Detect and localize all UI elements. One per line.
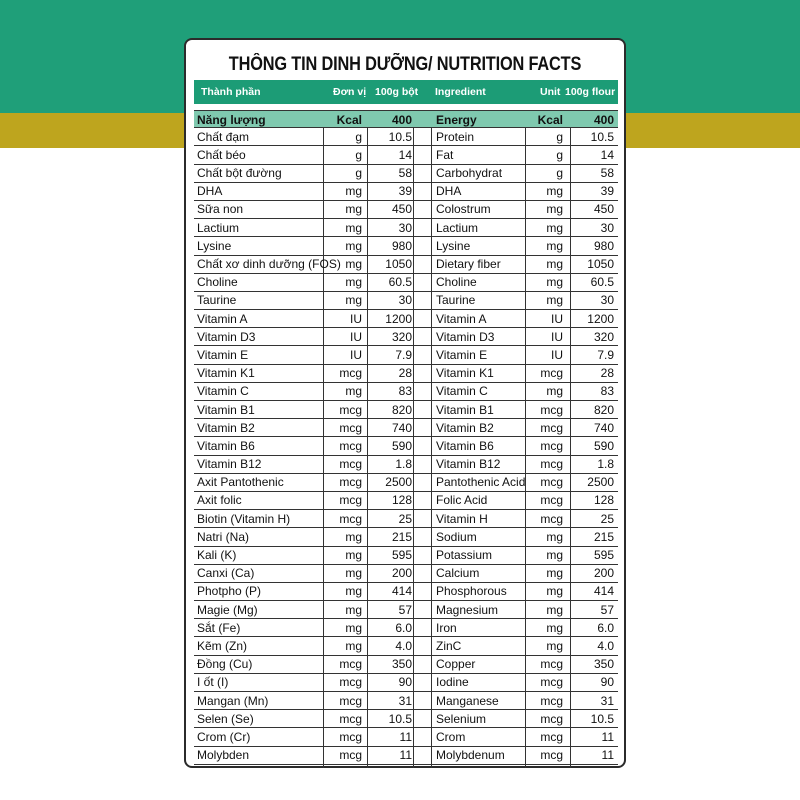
table-row xyxy=(194,383,618,401)
unit-en: mg xyxy=(546,275,563,290)
unit-en: mcg xyxy=(540,438,563,453)
value-vn: 58 xyxy=(398,166,412,181)
unit-en: mcg xyxy=(540,420,563,435)
value-en: 31 xyxy=(600,693,614,708)
value-vn: 25 xyxy=(398,511,412,526)
table-row xyxy=(194,110,618,128)
value-en: 10.5 xyxy=(590,711,614,726)
value-en: 25 xyxy=(600,511,614,526)
unit-en: mcg xyxy=(540,675,563,690)
unit-vn: mcg xyxy=(339,438,362,453)
ingredient-vn: Crom (Cr) xyxy=(197,729,251,744)
value-en: 350 xyxy=(593,657,614,672)
table-row xyxy=(194,237,618,255)
ingredient-en: Manganese xyxy=(436,693,499,708)
value-vn: 1.8 xyxy=(395,457,412,472)
ingredient-en: Dietary fiber xyxy=(436,257,501,271)
value-vn: 980 xyxy=(391,238,412,253)
unit-vn: mg xyxy=(345,184,362,199)
value-vn: 1200 xyxy=(385,311,412,326)
unit-vn: mcg xyxy=(339,366,362,381)
ingredient-en: Lysine xyxy=(436,238,471,253)
ingredient-en: Molybdenum xyxy=(436,748,505,763)
ingredient-vn: Vitamin B1 xyxy=(197,402,255,417)
unit-vn: mg xyxy=(345,293,362,308)
table-row xyxy=(194,128,618,146)
value-vn: 128 xyxy=(391,493,412,508)
value-vn: 57 xyxy=(398,602,412,617)
value-en: 1200 xyxy=(587,311,614,326)
unit-vn: mg xyxy=(345,257,362,271)
ingredient-en: Potassium xyxy=(436,548,493,562)
table-row xyxy=(194,510,618,528)
table-row xyxy=(194,565,618,583)
value-en: 30 xyxy=(600,220,614,235)
value-en: 11 xyxy=(601,729,614,744)
unit-en: g xyxy=(556,129,563,144)
ingredient-en: Magnesium xyxy=(436,602,499,617)
value-en: 90 xyxy=(600,675,614,690)
table-row xyxy=(194,528,618,546)
table-row xyxy=(194,547,618,565)
ingredient-vn: Chất xơ dinh dưỡng (FOS) xyxy=(197,257,341,271)
table-row xyxy=(194,583,618,601)
table-row xyxy=(194,492,618,510)
table-row xyxy=(194,601,618,619)
unit-en: g xyxy=(556,166,563,181)
value-vn: 60.5 xyxy=(388,275,412,290)
ingredient-vn: Natri (Na) xyxy=(197,529,250,544)
value-vn: 2500 xyxy=(385,475,412,490)
value-vn: 4.0 xyxy=(395,638,412,653)
table-header xyxy=(194,80,618,104)
ingredient-vn: Choline xyxy=(197,275,238,290)
ingredient-en: Vitamin A xyxy=(436,311,487,326)
table-row xyxy=(194,310,618,328)
unit-vn: IU xyxy=(350,329,362,344)
value-vn: 820 xyxy=(391,402,412,417)
ingredient-en: Vitamin H xyxy=(436,511,488,526)
value-en: 7.9 xyxy=(597,347,614,362)
unit-vn: mg xyxy=(345,584,362,599)
ingredient-vn: Axit folic xyxy=(197,493,242,508)
value-vn: 83 xyxy=(398,384,412,399)
unit-vn: mcg xyxy=(339,657,362,672)
unit-en: mg xyxy=(546,257,563,271)
ingredient-vn: Vitamin E xyxy=(197,347,249,362)
unit-vn: mg xyxy=(345,566,362,581)
unit-vn: mcg xyxy=(339,402,362,417)
unit-en: mcg xyxy=(540,711,563,726)
unit-vn: IU xyxy=(350,311,362,326)
table-row xyxy=(194,183,618,201)
ingredient-vn: Chất béo xyxy=(197,147,246,162)
ingredient-vn: Kẽm (Zn) xyxy=(197,638,248,653)
value-en: 595 xyxy=(593,548,614,562)
table-row xyxy=(194,656,618,674)
ingredient-vn: Axit Pantothenic xyxy=(197,475,284,490)
table-row xyxy=(194,346,618,364)
table-row xyxy=(194,474,618,492)
unit-vn: mg xyxy=(345,275,362,290)
header-unit-vn: Đơn vị xyxy=(333,86,367,98)
ingredient-en: Calcium xyxy=(436,566,480,581)
header-value-en: 100g flour xyxy=(565,86,616,98)
unit-vn: Kcal xyxy=(336,112,362,127)
value-vn: 450 xyxy=(391,202,412,217)
unit-vn: mg xyxy=(345,548,362,562)
unit-en: mcg xyxy=(540,402,563,417)
ingredient-vn: DHA xyxy=(197,184,223,199)
unit-en: mcg xyxy=(540,748,563,763)
ingredient-vn: Lactium xyxy=(197,220,240,235)
value-en: 320 xyxy=(593,329,614,344)
unit-vn: mg xyxy=(345,238,362,253)
header-ingredient-vn: Thành phần xyxy=(201,86,261,98)
ingredient-vn: Vitamin K1 xyxy=(197,366,255,381)
unit-vn: mcg xyxy=(339,475,362,490)
unit-en: IU xyxy=(551,329,563,344)
ingredient-vn: Vitamin B12 xyxy=(197,457,262,472)
ingredient-en: Iron xyxy=(436,620,457,635)
table-row xyxy=(194,674,618,692)
unit-en: mcg xyxy=(540,657,563,672)
unit-en: mcg xyxy=(540,366,563,381)
value-vn: 1050 xyxy=(385,257,412,271)
ingredient-en: Lactium xyxy=(436,220,479,235)
table-row xyxy=(194,165,618,183)
unit-en: Kcal xyxy=(537,112,563,127)
ingredient-vn: Canxi (Ca) xyxy=(197,566,255,581)
unit-en: mcg xyxy=(540,729,563,744)
ingredient-en: Fat xyxy=(436,147,454,162)
value-vn: 215 xyxy=(391,529,412,544)
table-row xyxy=(194,365,618,383)
value-en: 200 xyxy=(593,566,614,581)
unit-en: mg xyxy=(546,293,563,308)
ingredient-vn: Photpho (P) xyxy=(197,584,262,599)
unit-en: mg xyxy=(546,620,563,635)
unit-vn: g xyxy=(355,147,362,162)
table-row xyxy=(194,419,618,437)
value-en: 83 xyxy=(600,384,614,399)
ingredient-en: ZinC xyxy=(436,638,462,653)
unit-en: mcg xyxy=(540,511,563,526)
table-row xyxy=(194,256,618,274)
unit-en: mg xyxy=(546,584,563,599)
value-vn: 11 xyxy=(399,748,412,763)
unit-en: mg xyxy=(546,566,563,581)
ingredient-en: Taurine xyxy=(436,293,476,308)
value-en: 414 xyxy=(593,584,614,599)
value-en: 590 xyxy=(593,438,614,453)
value-en: 39 xyxy=(600,184,614,199)
unit-vn: mcg xyxy=(339,420,362,435)
value-en: 28 xyxy=(600,366,614,381)
value-en: 1.8 xyxy=(597,457,614,472)
unit-en: mcg xyxy=(540,457,563,472)
ingredient-vn: Mangan (Mn) xyxy=(197,693,269,708)
panel-title: THÔNG TIN DINH DƯỠNG/ NUTRITION FACTS xyxy=(228,54,582,75)
ingredient-en: Crom xyxy=(436,729,466,744)
table-row xyxy=(194,201,618,219)
value-vn: 10.5 xyxy=(388,129,412,144)
value-vn: 595 xyxy=(391,548,412,562)
value-vn: 10.5 xyxy=(388,711,412,726)
ingredient-vn: Selen (Se) xyxy=(197,711,254,726)
value-vn: 350 xyxy=(391,657,412,672)
header-value-vn: 100g bột xyxy=(375,86,419,98)
value-vn: 11 xyxy=(399,729,412,744)
unit-vn: mg xyxy=(345,529,362,544)
table-row xyxy=(194,401,618,419)
ingredient-vn: Biotin (Vitamin H) xyxy=(197,511,291,526)
unit-vn: mcg xyxy=(339,675,362,690)
header-ingredient-en: Ingredient xyxy=(435,86,486,98)
unit-vn: mcg xyxy=(339,457,362,472)
ingredient-vn: Vitamin B6 xyxy=(197,438,255,453)
unit-vn: IU xyxy=(350,347,362,362)
unit-en: IU xyxy=(551,347,563,362)
ingredient-vn: Sữa non xyxy=(197,202,244,217)
value-en: 58 xyxy=(600,166,614,181)
ingredient-en: Sodium xyxy=(436,529,477,544)
ingredient-vn: Molybden xyxy=(197,748,250,763)
unit-vn: mcg xyxy=(339,711,362,726)
value-en: 1050 xyxy=(587,257,614,271)
ingredient-vn: Lysine xyxy=(197,238,232,253)
ingredient-en: Choline xyxy=(436,275,477,290)
ingredient-vn: Taurine xyxy=(197,293,237,308)
ingredient-en: DHA xyxy=(436,184,462,199)
value-vn: 30 xyxy=(398,220,412,235)
unit-en: mcg xyxy=(540,475,563,490)
ingredient-vn: Chất đạm xyxy=(197,129,250,144)
value-vn: 30 xyxy=(398,293,412,308)
unit-en: mg xyxy=(546,548,563,562)
ingredient-en: Copper xyxy=(436,657,476,672)
nutrition-table-body xyxy=(194,110,618,765)
unit-en: mg xyxy=(546,384,563,399)
ingredient-en: Vitamin K1 xyxy=(436,366,494,381)
unit-vn: mcg xyxy=(339,511,362,526)
table-row xyxy=(194,146,618,164)
unit-vn: mg xyxy=(345,638,362,653)
unit-vn: mcg xyxy=(339,493,362,508)
table-row xyxy=(194,292,618,310)
ingredient-en: Vitamin B6 xyxy=(436,438,494,453)
ingredient-vn: Vitamin A xyxy=(197,311,248,326)
unit-en: mg xyxy=(546,202,563,217)
ingredient-en: Phosphorous xyxy=(436,584,507,599)
ingredient-en: Vitamin E xyxy=(436,347,488,362)
value-en: 215 xyxy=(593,529,614,544)
value-vn: 200 xyxy=(391,566,412,581)
ingredient-en: Protein xyxy=(436,129,475,144)
unit-vn: mg xyxy=(345,384,362,399)
unit-en: mg xyxy=(546,638,563,653)
value-en: 4.0 xyxy=(597,638,614,653)
value-vn: 400 xyxy=(391,112,412,127)
table-row xyxy=(194,692,618,710)
unit-en: g xyxy=(556,147,563,162)
value-en: 980 xyxy=(593,238,614,253)
ingredient-en: Pantothenic Acid xyxy=(436,475,526,490)
ingredient-en: Vitamin B1 xyxy=(436,402,494,417)
table-row xyxy=(194,274,618,292)
ingredient-en: Vitamin D3 xyxy=(436,329,495,344)
ingredient-en: Selenium xyxy=(436,711,487,726)
value-en: 6.0 xyxy=(597,620,614,635)
value-en: 740 xyxy=(593,420,614,435)
ingredient-vn: Sắt (Fe) xyxy=(197,620,241,635)
unit-en: mg xyxy=(546,602,563,617)
value-en: 10.5 xyxy=(590,129,614,144)
unit-en: mg xyxy=(546,184,563,199)
ingredient-vn: Năng lượng xyxy=(197,112,266,127)
ingredient-en: Vitamin B12 xyxy=(436,457,501,472)
value-en: 11 xyxy=(601,748,614,763)
ingredient-en: Colostrum xyxy=(436,202,491,217)
ingredient-en: Vitamin B2 xyxy=(436,420,494,435)
ingredient-en: Folic Acid xyxy=(436,493,488,508)
value-vn: 31 xyxy=(398,693,412,708)
table-row xyxy=(194,219,618,237)
value-vn: 14 xyxy=(398,147,412,162)
value-vn: 414 xyxy=(391,584,412,599)
unit-vn: mcg xyxy=(339,729,362,744)
ingredient-vn: Vitamin D3 xyxy=(197,329,256,344)
unit-en: mcg xyxy=(540,493,563,508)
value-en: 450 xyxy=(593,202,614,217)
table-row xyxy=(194,747,618,765)
value-vn: 590 xyxy=(391,438,412,453)
ingredient-vn: Vitamin B2 xyxy=(197,420,255,435)
table-row xyxy=(194,619,618,637)
value-vn: 7.9 xyxy=(395,347,412,362)
ingredient-vn: Magie (Mg) xyxy=(197,602,258,617)
value-en: 128 xyxy=(593,493,614,508)
ingredient-en: Carbohydrat xyxy=(436,166,503,181)
unit-en: IU xyxy=(551,311,563,326)
value-vn: 740 xyxy=(391,420,412,435)
value-en: 30 xyxy=(600,293,614,308)
ingredient-en: Iodine xyxy=(436,675,469,690)
value-en: 60.5 xyxy=(590,275,614,290)
value-en: 400 xyxy=(593,112,614,127)
table-row xyxy=(194,328,618,346)
table-row xyxy=(194,637,618,655)
unit-en: mcg xyxy=(540,693,563,708)
ingredient-vn: Vitamin C xyxy=(197,384,249,399)
ingredient-vn: Chất bột đường xyxy=(197,166,282,181)
unit-vn: mcg xyxy=(339,693,362,708)
unit-en: mg xyxy=(546,220,563,235)
unit-vn: mg xyxy=(345,602,362,617)
value-vn: 28 xyxy=(398,366,412,381)
unit-vn: mcg xyxy=(339,748,362,763)
unit-vn: mg xyxy=(345,202,362,217)
table-row xyxy=(194,437,618,455)
table-row xyxy=(194,710,618,728)
unit-vn: g xyxy=(355,166,362,181)
value-vn: 90 xyxy=(398,675,412,690)
value-en: 2500 xyxy=(587,475,614,490)
unit-vn: g xyxy=(355,129,362,144)
value-vn: 320 xyxy=(391,329,412,344)
value-en: 820 xyxy=(593,402,614,417)
unit-vn: mg xyxy=(345,620,362,635)
header-unit-en: Unit xyxy=(540,86,561,98)
ingredient-en: Energy xyxy=(436,112,477,127)
ingredient-vn: Đồng (Cu) xyxy=(197,657,253,672)
value-en: 57 xyxy=(600,602,614,617)
ingredient-vn: I ốt (I) xyxy=(197,675,229,690)
nutrition-facts-panel xyxy=(184,38,626,768)
table-row xyxy=(194,456,618,474)
table-row xyxy=(194,728,618,746)
unit-en: mg xyxy=(546,238,563,253)
value-vn: 39 xyxy=(398,184,412,199)
unit-en: mg xyxy=(546,529,563,544)
unit-vn: mg xyxy=(345,220,362,235)
ingredient-vn: Kali (K) xyxy=(197,548,237,562)
ingredient-en: Vitamin C xyxy=(436,384,488,399)
value-en: 14 xyxy=(600,147,614,162)
value-vn: 6.0 xyxy=(395,620,412,635)
